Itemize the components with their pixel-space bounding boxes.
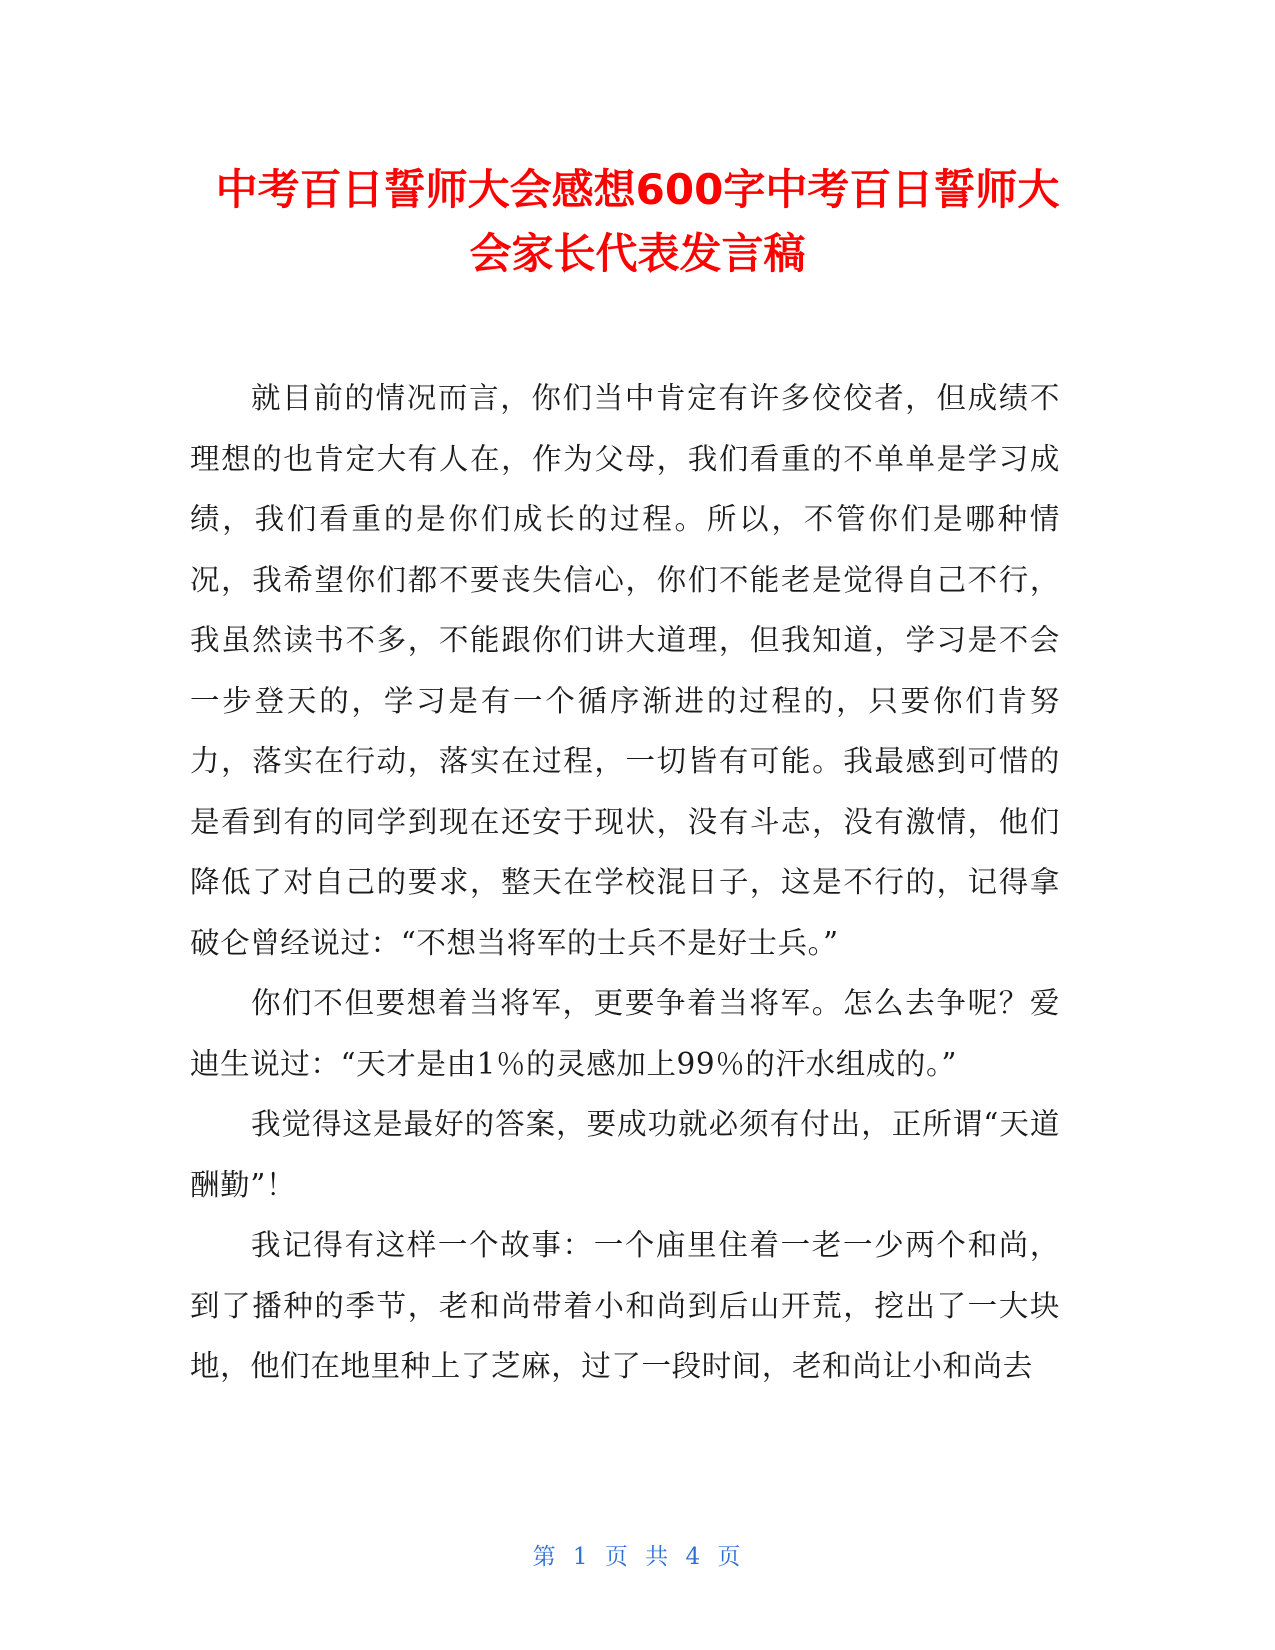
paragraph-4: 我记得有这样一个故事：一个庙里住着一老一少两个和尚，到了播种的季节，老和尚带着小和尚到后山开荒，挖出了一大块地，他们在地里种上了芝麻，过了一段时间，老和尚让小和尚去 bbox=[190, 1228, 1060, 1383]
title-line-1: 中考百日誓师大会感想600字中考百日誓师大 bbox=[215, 165, 1060, 214]
paragraph-2: 你们不但要想着当将军，更要争着当将军。怎么去争呢？爱迪生说过：“天才是由1％的灵感加上99％的汗水组成的。” bbox=[190, 986, 1060, 1081]
paragraph-3: 我觉得这是最好的答案，要成功就必须有付出，正所谓“天道酬勤”！ bbox=[190, 1107, 1060, 1202]
document-body bbox=[190, 368, 1060, 1397]
page-number-footer: 第 1 页 共 4 页 bbox=[532, 1544, 743, 1570]
paragraph-1: 就目前的情况而言，你们当中肯定有许多佼佼者，但成绩不理想的也肯定大有人在，作为父母，我们看重的不单单是学习成绩，我们看重的是你们成长的过程。所以，不管你们是哪种情况，我希望你们都不要丧失信心，你们不能老是觉得自己不行，我虽然读书不多，不能跟你们讲大道理，但我知道，学习是不会一步登天的，学习是有一个循序渐进的过程的，只要你们肯努力，落实在行动，落实在过程，一切皆有可能。我最感到可惜的是看到有的同学到现在还安于现状，没有斗志，没有激情，他们降低了对自己的要求，整天在学校混日子，这是不行的，记得拿破仑曾经说过：“不想当将军的士兵不是好士兵。” bbox=[190, 381, 1060, 960]
document-title bbox=[150, 158, 1125, 286]
title-line-2: 会家长代表发言稿 bbox=[469, 229, 806, 278]
